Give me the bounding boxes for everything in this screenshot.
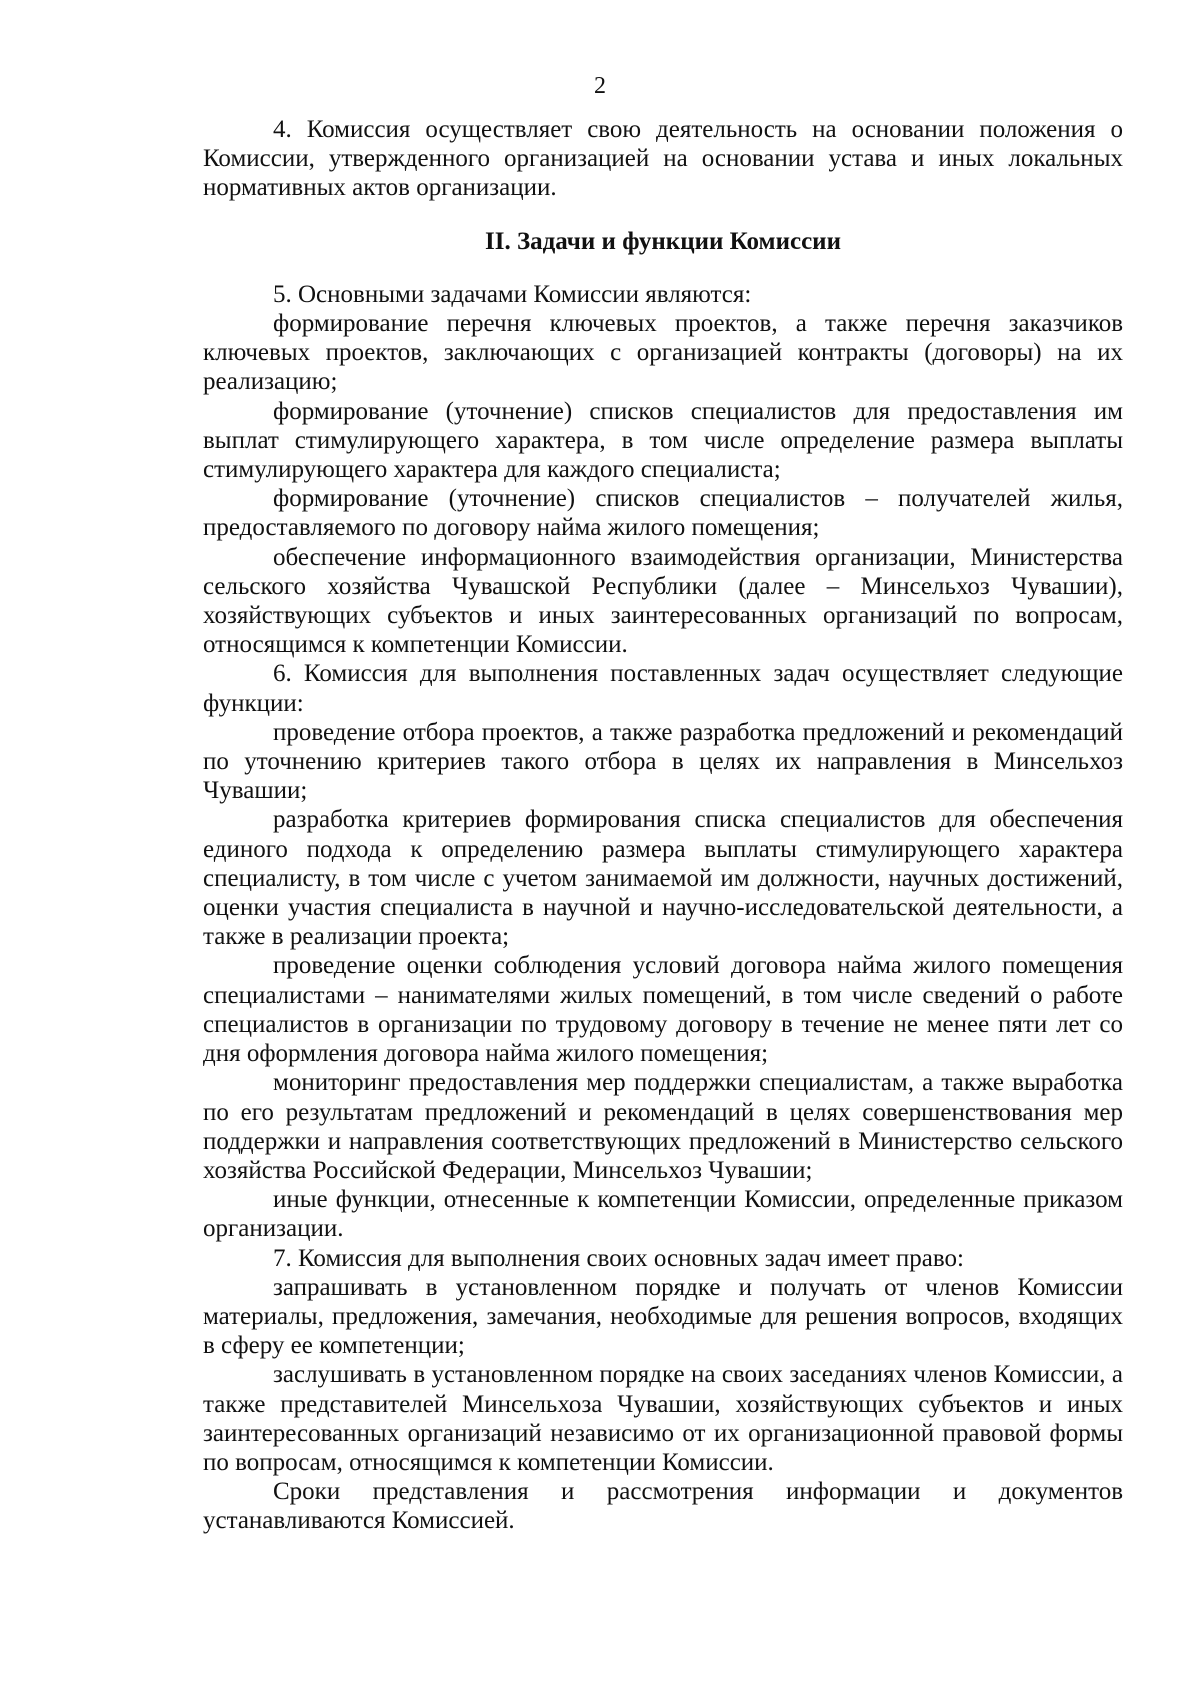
section-heading: II. Задачи и функции Комиссии bbox=[485, 227, 841, 255]
paragraph-4: 4. Комиссия осуществляет свою деятельность на основании положения о Комиссии, утвержденного организацией на основании устава и иных локальных нормативных актов организации. bbox=[203, 116, 1123, 202]
paragraph-7-item-2: заслушивать в установленном порядке на своих заседаниях членов Комиссии, а также представителей Минсельхоза Чувашии, хозяйствующих субъектов и иных заинтересованных организаций независимо от их организационной правовой формы по вопросам, относящимся к компетенции Комиссии. bbox=[203, 1361, 1123, 1476]
paragraph-5-item-4: обеспечение информационного взаимодействия организации, Министерства сельского хозяйства Чувашской Республики (далее – Минсельхоз Чувашии), хозяйствующих субъектов и иных заинтересованных организаций по вопросам, относящимся к компетенции Комиссии. bbox=[203, 543, 1123, 659]
page-number: 2 bbox=[594, 73, 606, 99]
paragraph-5: 5. Основными задачами Комиссии являются: bbox=[273, 280, 752, 308]
paragraph-7-item-1: запрашивать в установленном порядке и получать от членов Комиссии материалы, предложения, замечания, необходимые для решения вопросов, входящих в сферу ее компетенции; bbox=[203, 1273, 1123, 1360]
paragraph-6-item-2: разработка критериев формирования списка специалистов для обеспечения единого подхода к определению размера выплаты стимулирующего характера специалисту, в том числе с учетом занимаемой им должности, научных достижений, оценки участия специалиста в научной и научно-исследовательской деятельности, а также в реализации проекта; bbox=[203, 806, 1123, 951]
paragraph-5-item-2: формирование (уточнение) списков специалистов для предоставления им выплат стимулирующего характера, в том числе определение размера выплаты стимулирующего характера для каждого специалиста; bbox=[203, 397, 1123, 484]
paragraph-7: 7. Комиссия для выполнения своих основных задач имеет право: bbox=[273, 1244, 964, 1272]
paragraph-6-item-1: проведение отбора проектов, а также разработка предложений и рекомендаций по уточнению критериев такого отбора в целях их направления в Минсельхоз Чувашии; bbox=[203, 718, 1123, 805]
paragraph-5-item-1: формирование перечня ключевых проектов, а также перечня заказчиков ключевых проектов, заключающих с организацией контракты (договоры) на их реализацию; bbox=[203, 310, 1123, 396]
paragraph-6-item-4: мониторинг предоставления мер поддержки специалистам, а также выработка по его результатам предложений и рекомендаций в целях совершенствования мер поддержки и направления соответствующих предложений в Министерство сельского хозяйства Российской Федерации, Минсельхоз Чувашии; bbox=[203, 1069, 1123, 1184]
paragraph-7-item-3: Сроки представления и рассмотрения информации и документов устанавливаются Комиссией. bbox=[203, 1478, 1123, 1535]
document-body bbox=[203, 115, 1123, 1536]
paragraph-6-item-3: проведение оценки соблюдения условий договора найма жилого помещения специалистами – нанимателями жилых помещений, в том числе сведений о работе специалистов в организации по трудовому договору в течение не менее пяти лет со дня оформления договора найма жилого помещения; bbox=[203, 952, 1123, 1068]
paragraph-6: 6. Комиссия для выполнения поставленных задач осуществляет следующие функции: bbox=[203, 660, 1123, 717]
paragraph-5-item-3: формирование (уточнение) списков специалистов – получателей жилья, предоставляемого по договору найма жилого помещения; bbox=[203, 485, 1123, 542]
paragraph-6-item-5: иные функции, отнесенные к компетенции Комиссии, определенные приказом организации. bbox=[203, 1186, 1123, 1243]
